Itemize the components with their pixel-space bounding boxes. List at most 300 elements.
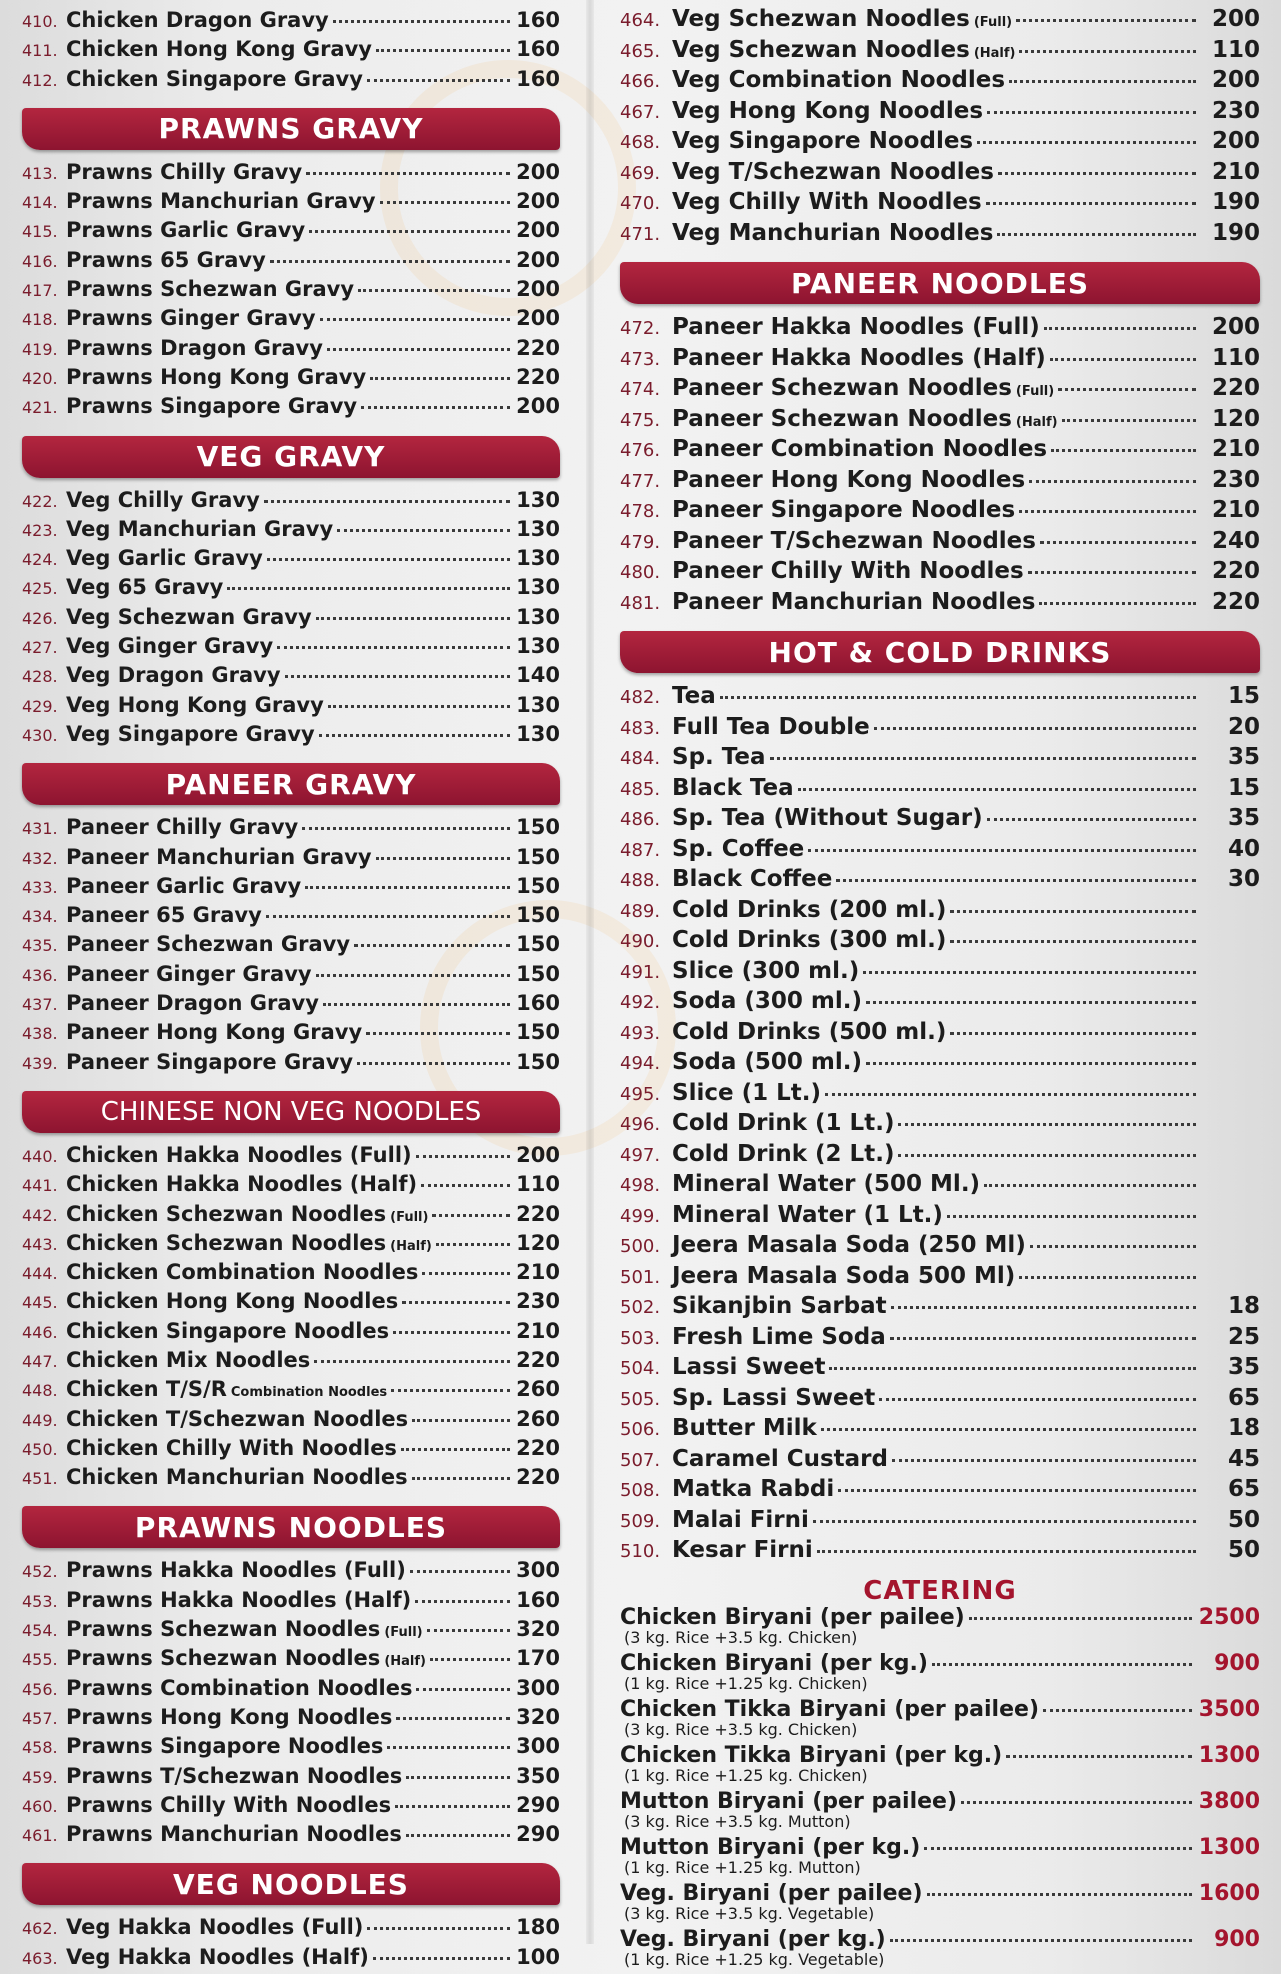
item-number: 459.: [22, 1767, 58, 1787]
menu-section: [22, 108, 560, 424]
item-price: 65: [1227, 1384, 1260, 1411]
item-name: Prawns Schezwan Gravy: [66, 277, 355, 302]
item-size-note: (Full): [973, 15, 1013, 30]
catering-item: [620, 1652, 1260, 1698]
item-name: Prawns Hakka Noodles (Full): [66, 1558, 406, 1583]
catering-detail: (3 kg. Rice +3.5 kg. Chicken): [624, 1627, 858, 1647]
item-name: Paneer Chilly Gravy: [66, 815, 299, 840]
item-number: 487.: [620, 839, 661, 861]
item-name: Chicken Hakka Noodles (Half): [66, 1172, 418, 1197]
item-name: Chicken Chilly With Noodles: [66, 1435, 397, 1460]
item-size-note: (Half): [973, 45, 1016, 61]
dot-leader: [422, 1268, 510, 1275]
menu-item: [22, 546, 560, 575]
menu-item: [22, 991, 560, 1020]
dot-leader: [320, 314, 510, 321]
item-name: Butter Milk: [672, 1415, 817, 1441]
menu-section: [22, 8, 560, 96]
dot-leader: [866, 1058, 1196, 1065]
item-price: 350: [516, 1763, 560, 1788]
dot-leader: [947, 1211, 1196, 1218]
item-number: 455.: [22, 1650, 58, 1670]
item-number: 472.: [620, 318, 661, 339]
item-price: 220: [1211, 558, 1260, 584]
item-number: 510.: [620, 1541, 661, 1562]
item-name: Veg Garlic Gravy: [66, 546, 263, 571]
menu-item: [22, 1558, 560, 1587]
item-number: 504.: [620, 1358, 661, 1379]
menu-item: [620, 436, 1260, 467]
dot-leader: [316, 970, 510, 977]
item-name: Soda (300 ml.): [672, 988, 862, 1014]
dot-leader: [1058, 384, 1196, 391]
dot-leader: [302, 823, 510, 830]
menu-item: [22, 365, 560, 394]
item-price: 45: [1227, 1445, 1260, 1472]
dot-leader: [412, 1473, 510, 1480]
item-name: Chicken T/Schezwan Noodles: [66, 1406, 409, 1431]
section-heading: PRAWNS GRAVY: [22, 108, 560, 150]
item-number: 482.: [620, 687, 661, 708]
item-number: 430.: [22, 725, 58, 745]
item-name: Veg Hong Kong Noodles: [672, 97, 984, 124]
menu-item: [620, 67, 1260, 98]
item-number: 469.: [620, 162, 661, 184]
item-price: 35: [1227, 744, 1260, 770]
dot-leader: [358, 285, 510, 292]
item-name: Veg Singapore Gravy: [66, 721, 315, 746]
item-name: Paneer Hong Kong Noodles: [672, 466, 1026, 493]
catering-detail: (1 kg. Rice +1.25 kg. Vegetable): [624, 1949, 885, 1969]
item-number: 454.: [22, 1621, 58, 1641]
item-price: 290: [516, 1792, 560, 1817]
catering-detail: (3 kg. Rice +3.5 kg. Vegetable): [624, 1903, 875, 1923]
menu-item: [620, 1385, 1260, 1416]
item-price: 230: [1211, 466, 1260, 493]
menu-item: [620, 775, 1260, 806]
item-number: 433.: [22, 877, 58, 897]
item-price: 130: [516, 575, 560, 600]
item-price: 110: [516, 1172, 560, 1197]
item-price: 180: [516, 1915, 560, 1940]
item-price: 210: [1211, 158, 1260, 185]
dot-leader: [997, 229, 1196, 236]
catering-name: Mutton Biryani (per pailee): [620, 1788, 958, 1814]
dot-leader: [306, 168, 510, 175]
item-number: 481.: [620, 592, 661, 614]
item-number: 484.: [620, 748, 661, 769]
menu-item: [620, 683, 1260, 714]
catering-price: 2500: [1198, 1604, 1260, 1630]
menu-item: [22, 815, 560, 844]
menu-item: [22, 663, 560, 692]
item-price: 160: [516, 37, 560, 62]
dot-leader: [808, 845, 1196, 852]
menu-item: [22, 962, 560, 991]
item-price: 160: [516, 991, 560, 1016]
item-name: Caramel Custard: [672, 1445, 888, 1472]
menu-item: [22, 1020, 560, 1049]
dot-leader: [825, 1089, 1196, 1096]
menu-item: [620, 958, 1260, 989]
item-price: 210: [1211, 497, 1260, 523]
item-name: Prawns Garlic Gravy: [66, 218, 306, 243]
dot-leader: [838, 1485, 1196, 1492]
item-price: 290: [516, 1822, 560, 1847]
item-price: 150: [516, 815, 560, 840]
item-name: Chicken Schezwan Noodles: [66, 1201, 387, 1226]
menu-item: [620, 1354, 1260, 1385]
item-price: 150: [516, 1020, 560, 1045]
item-number: 468.: [620, 132, 661, 153]
catering-price: 900: [1214, 1650, 1260, 1676]
item-number: 445.: [22, 1293, 58, 1313]
item-name: Lassi Sweet: [672, 1354, 826, 1380]
menu-item: [620, 1476, 1260, 1507]
menu-item: [620, 159, 1260, 190]
item-name: Prawns Schezwan Noodles: [66, 1617, 381, 1642]
section-heading: PANEER NOODLES: [620, 262, 1260, 304]
item-price: 120: [516, 1230, 560, 1255]
item-number: 438.: [22, 1024, 58, 1044]
dot-leader: [367, 75, 510, 82]
menu-item: [620, 1446, 1260, 1477]
dot-leader: [1051, 445, 1196, 452]
dot-leader: [328, 701, 510, 708]
dot-leader: [227, 583, 510, 590]
item-name: Paneer Singapore Noodles: [672, 497, 1016, 523]
item-number: 479.: [620, 531, 661, 553]
menu-item: [620, 866, 1260, 897]
menu-item: [22, 1676, 560, 1705]
menu-item: [22, 1588, 560, 1617]
item-name: Veg Hakka Noodles (Full): [66, 1915, 364, 1940]
dot-leader: [376, 853, 510, 860]
menu-item: [22, 722, 560, 751]
item-name: Veg Manchurian Gravy: [66, 516, 334, 541]
dot-leader: [387, 1742, 510, 1749]
item-size-note: Combination Noodles: [230, 1385, 388, 1401]
item-number: 506.: [620, 1419, 661, 1440]
item-price: 65: [1227, 1476, 1260, 1502]
menu-item: [620, 927, 1260, 958]
menu-item: [22, 1143, 560, 1172]
item-size-note: (Half): [1015, 414, 1058, 430]
item-number: 425.: [22, 579, 58, 599]
menu-item: [22, 1319, 560, 1348]
item-price: 190: [1211, 219, 1260, 246]
item-name: Chicken Hakka Noodles (Full): [66, 1142, 412, 1167]
dot-leader: [1016, 15, 1196, 22]
item-number: 428.: [22, 667, 58, 687]
menu-item: [22, 189, 560, 218]
item-number: 424.: [22, 550, 58, 570]
item-name: Veg Chilly With Noodles: [672, 189, 982, 215]
item-price: 130: [516, 604, 560, 629]
item-price: 190: [1211, 189, 1260, 215]
dot-leader: [267, 554, 510, 561]
item-number: 431.: [22, 819, 58, 839]
item-name: Paneer Schezwan Noodles: [672, 375, 1012, 401]
item-name: Veg Schezwan Noodles: [672, 6, 970, 32]
dot-leader: [986, 198, 1196, 205]
menu-item: [22, 693, 560, 722]
menu-item: [22, 1705, 560, 1734]
catering-price: 1600: [1198, 1880, 1260, 1906]
item-number: 435.: [22, 936, 58, 956]
item-price: 300: [516, 1675, 560, 1700]
section-heading: VEG GRAVY: [22, 436, 560, 478]
dot-leader: [396, 1713, 510, 1720]
dot-leader: [984, 1180, 1196, 1187]
dot-leader: [1050, 354, 1196, 361]
catering-item: [620, 1606, 1260, 1652]
item-number: 418.: [22, 310, 58, 330]
item-price: 220: [516, 335, 560, 360]
dot-leader: [406, 1772, 510, 1779]
item-price: 200: [1211, 314, 1260, 340]
dot-leader: [421, 1180, 510, 1187]
item-number: 473.: [620, 348, 661, 370]
section-heading: PRAWNS NOODLES: [22, 1506, 560, 1548]
item-price: 230: [516, 1289, 560, 1314]
dot-leader: [380, 197, 510, 204]
item-number: 444.: [22, 1264, 58, 1284]
item-price: 130: [516, 487, 560, 512]
item-number: 447.: [22, 1351, 58, 1371]
menu-item: [620, 6, 1260, 37]
item-name: Prawns Hakka Noodles (Half): [66, 1587, 412, 1612]
item-price: 150: [516, 1049, 560, 1074]
item-number: 460.: [22, 1796, 58, 1816]
dot-leader: [416, 1684, 510, 1691]
item-price: 220: [516, 364, 560, 389]
item-price: 160: [516, 8, 560, 32]
item-number: 505.: [620, 1388, 661, 1410]
item-name: Paneer Combination Noodles: [672, 436, 1048, 462]
item-number: 470.: [620, 193, 661, 214]
catering-name: Chicken Tikka Biryani (per kg.): [620, 1742, 1003, 1768]
item-name: Veg Hong Kong Gravy: [66, 692, 324, 717]
catering-name: Veg. Biryani (per pailee): [620, 1880, 923, 1906]
item-name: Chicken Singapore Noodles: [66, 1318, 390, 1343]
dot-leader: [266, 911, 510, 918]
catering-name: Chicken Biryani (per kg.): [620, 1650, 928, 1676]
item-name: Chicken Hong Kong Gravy: [66, 37, 372, 62]
item-name: Slice (1 Lt.): [672, 1079, 821, 1106]
item-number: 451.: [22, 1469, 58, 1489]
dot-leader: [874, 723, 1196, 730]
item-price: 35: [1227, 805, 1260, 831]
item-number: 437.: [22, 995, 58, 1015]
menu-item: [620, 1263, 1260, 1294]
item-price: 160: [516, 1587, 560, 1612]
menu-section: [620, 631, 1260, 1568]
dot-leader: [836, 875, 1196, 882]
item-price: 25: [1227, 1323, 1260, 1350]
item-name: Prawns Hong Kong Noodles: [66, 1704, 393, 1729]
item-name: Jeera Masala Soda 500 Ml): [672, 1262, 1016, 1289]
item-name: Paneer Chilly With Noodles: [672, 558, 1024, 584]
item-name: Chicken Dragon Gravy: [66, 8, 329, 32]
dot-leader: [924, 1843, 1192, 1850]
menu-item: [620, 744, 1260, 775]
item-number: 489.: [620, 900, 661, 922]
catering-price: 900: [1214, 1926, 1260, 1952]
item-size-note: (Full): [1015, 384, 1055, 399]
item-price: 200: [516, 306, 560, 331]
dot-leader: [863, 967, 1196, 974]
item-price: 230: [1211, 97, 1260, 124]
item-price: 260: [516, 1377, 560, 1402]
catering-section: [620, 1576, 1260, 1974]
item-price: 140: [516, 663, 560, 688]
item-name: Cold Drink (2 Lt.): [672, 1140, 895, 1167]
dot-leader: [337, 525, 510, 532]
item-number: 466.: [620, 71, 661, 92]
item-number: 416.: [22, 251, 58, 271]
item-number: 419.: [22, 339, 58, 359]
catering-detail: (3 kg. Rice +3.5 kg. Chicken): [624, 1719, 858, 1739]
item-number: 446.: [22, 1322, 58, 1342]
dot-leader: [898, 1150, 1196, 1157]
item-number: 474.: [620, 379, 661, 400]
catering-line: [620, 1836, 1260, 1860]
menu-item: [620, 1171, 1260, 1202]
catering-detail: (1 kg. Rice +1.25 kg. Chicken): [624, 1673, 868, 1693]
item-price: 210: [516, 1318, 560, 1343]
dot-leader: [898, 1119, 1196, 1126]
dot-leader: [720, 692, 1196, 699]
item-name: Veg Manchurian Noodles: [672, 219, 994, 246]
item-price: 200: [516, 218, 560, 243]
menu-item: [620, 1019, 1260, 1050]
section-heading: PANEER GRAVY: [22, 763, 560, 805]
item-name: Prawns 65 Gravy: [66, 247, 266, 272]
menu-item: [22, 37, 560, 66]
menu-item: [22, 394, 560, 423]
item-name: Jeera Masala Soda (250 Ml): [672, 1232, 1026, 1258]
item-name: Prawns Schezwan Noodles: [66, 1646, 381, 1671]
item-name: Veg 65 Gravy: [66, 575, 224, 600]
item-size-note: (Full): [384, 1625, 423, 1641]
dot-leader: [264, 496, 510, 503]
item-price: 30: [1227, 866, 1260, 892]
menu-item: [22, 605, 560, 634]
item-name: Fresh Lime Soda: [672, 1323, 886, 1350]
dot-leader: [323, 999, 510, 1006]
item-price: 200: [516, 159, 560, 184]
dot-leader: [327, 344, 510, 351]
item-name: Veg Schezwan Gravy: [66, 604, 312, 629]
item-number: 421.: [22, 398, 58, 418]
item-number: 485.: [620, 778, 661, 800]
item-price: 300: [516, 1558, 560, 1583]
item-size-note: (Half): [390, 1238, 432, 1254]
menu-item: [22, 1646, 560, 1675]
dot-leader: [1039, 598, 1196, 605]
item-name: Chicken Hong Kong Noodles: [66, 1289, 399, 1314]
item-price: 40: [1227, 835, 1260, 862]
catering-line: [620, 1882, 1260, 1906]
menu-item: [22, 1945, 560, 1974]
menu-item: [620, 497, 1260, 528]
item-number: 493.: [620, 1022, 661, 1044]
item-price: 150: [516, 844, 560, 869]
menu-item: [620, 589, 1260, 620]
menu-item: [620, 1293, 1260, 1324]
catering-line: [620, 1790, 1260, 1814]
item-number: 480.: [620, 562, 661, 583]
catering-price: 3500: [1198, 1696, 1260, 1722]
item-name: Prawns Dragon Gravy: [66, 335, 323, 360]
menu-section: [22, 1506, 560, 1851]
item-name: Tea: [672, 683, 716, 709]
item-name: Cold Drink (1 Lt.): [672, 1110, 895, 1136]
item-name: Kesar Firni: [672, 1537, 813, 1563]
item-name: Cold Drinks (500 ml.): [672, 1018, 947, 1045]
item-price: 160: [516, 66, 560, 91]
menu-item: [620, 1202, 1260, 1233]
item-name: Veg Combination Noodles: [672, 67, 1006, 93]
item-name: Veg Dragon Gravy: [66, 663, 281, 688]
item-number: 503.: [620, 1327, 661, 1349]
catering-item: [620, 1744, 1260, 1790]
dot-leader: [316, 613, 510, 620]
menu-item: [22, 1231, 560, 1260]
item-number: 441.: [22, 1176, 58, 1196]
item-price: 220: [516, 1435, 560, 1460]
menu-item: [22, 1793, 560, 1822]
item-number: 494.: [620, 1053, 661, 1074]
item-price: 50: [1227, 1506, 1260, 1533]
catering-item: [620, 1698, 1260, 1744]
dot-leader: [1028, 567, 1196, 574]
item-number: 429.: [22, 696, 58, 716]
dot-leader: [969, 1613, 1192, 1620]
column-divider: [586, 0, 594, 1944]
item-price: 220: [516, 1465, 560, 1490]
catering-price: 1300: [1198, 1834, 1260, 1860]
dot-leader: [314, 1356, 510, 1363]
dot-leader: [950, 1028, 1196, 1035]
item-number: 499.: [620, 1205, 661, 1227]
item-number: 477.: [620, 470, 661, 492]
item-name: Soda (500 ml.): [672, 1049, 862, 1075]
menu-item: [620, 220, 1260, 251]
item-name: Paneer Manchurian Gravy: [66, 844, 372, 869]
item-name: Mineral Water (1 Lt.): [672, 1201, 943, 1228]
item-name: Chicken Mix Noodles: [66, 1347, 311, 1372]
dot-leader: [879, 1394, 1196, 1401]
item-number: 442.: [22, 1205, 58, 1225]
item-name: Chicken Schezwan Noodles: [66, 1230, 387, 1255]
dot-leader: [998, 168, 1196, 175]
section-heading: HOT & COLD DRINKS: [620, 631, 1260, 673]
item-number: 467.: [620, 101, 661, 123]
dot-leader: [373, 1953, 510, 1960]
menu-item: [22, 1764, 560, 1793]
dot-leader: [987, 107, 1196, 114]
item-number: 422.: [22, 491, 58, 511]
dot-leader: [415, 1596, 510, 1603]
section-heading: VEG NOODLES: [22, 1863, 560, 1905]
item-price: 150: [516, 961, 560, 986]
dot-leader: [354, 940, 510, 947]
dot-leader: [376, 45, 510, 52]
catering-item: [620, 1928, 1260, 1974]
item-name: Sikanjbin Sarbat: [672, 1293, 887, 1319]
